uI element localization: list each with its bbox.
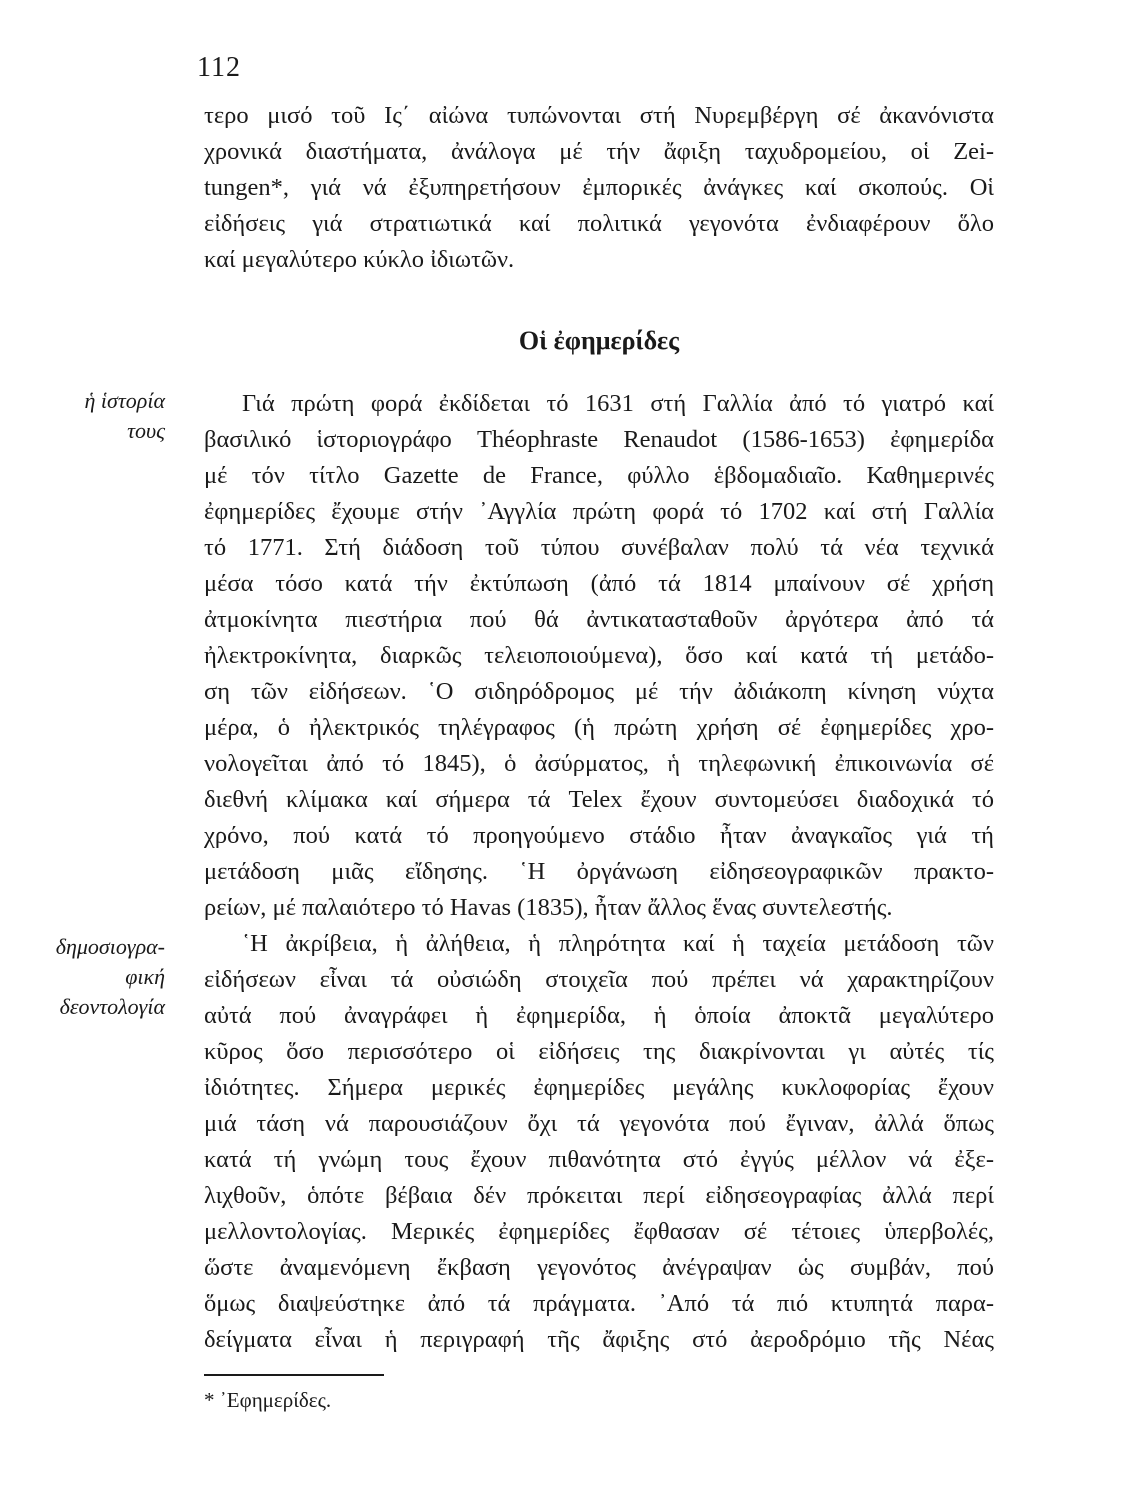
text-line: μετάδοση μιᾶς εἴδησης. ῾Η ὀργάνωση εἰδησεογραφικῶν πρακτο- [204, 858, 994, 885]
text-line: ση τῶν εἰδήσεων. ῾Ο σιδηρόδρομος μέ τήν ἀδιάκοπη κίνηση νύχτα [204, 678, 994, 705]
text-line: μέσα τόσο κατά τήν ἐκτύπωση (ἀπό τά 1814 μπαίνουν σέ χρήση [204, 570, 994, 597]
margin-note-ethics [56, 932, 165, 1022]
section-heading: Οἱ ἐφημερίδες [518, 326, 680, 355]
text-line: μέ τόν τίτλο Gazette de France, φύλλο ἑβδομαδιαῖο. Καθημερινές [204, 462, 994, 489]
margin-note-line: ἡ ἱστορία [84, 388, 165, 413]
text-line: αὐτά πού ἀναγράφει ἡ ἐφημερίδα, ἡ ὁποία ἀποκτᾶ μεγαλύτερο [204, 1002, 994, 1029]
text-line: ἰδιότητες. Σήμερα μερικές ἐφημερίδες μεγάλης κυκλοφορίας ἔχουν [204, 1074, 994, 1101]
footnote-divider [204, 1374, 384, 1376]
text-line: μέρα, ὁ ἠλεκτρικός τηλέγραφος (ἡ πρώτη χρήση σέ ἐφημερίδες χρο- [204, 714, 994, 741]
text-line: τερο μισό τοῦ Ις΄ αἰώνα τυπώνονται στή Νυρεμβέργη σέ ἀκανόνιστα [204, 102, 994, 129]
text-line: χρόνο, πού κατά τό προηγούμενο στάδιο ἦταν ἀναγκαῖος γιά τή [204, 822, 994, 849]
text-line: ἐφημερίδες ἔχουμε στήν ᾿Αγγλία πρώτη φορά τό 1702 καί στή Γαλλία [204, 498, 994, 525]
text-line: εἰδήσεις γιά στρατιωτικά καί πολιτικά γεγονότα ἐνδιαφέρουν ὅλο [204, 210, 994, 237]
text-line: μελλοντολογίας. Μερικές ἐφημερίδες ἔφθασαν σέ τέτοιες ὑπερβολές, [204, 1218, 994, 1245]
margin-note-history [85, 386, 165, 446]
text-line: ἠλεκτροκίνητα, διαρκῶς τελειοποιούμενα), ὅσο καί κατά τή μετάδο- [204, 642, 994, 669]
text-line: ῾Η ἀκρίβεια, ἡ ἀλήθεια, ἡ πληρότητα καί ἡ ταχεία μετάδοση τῶν [242, 930, 994, 957]
footnote: * ᾿Εφημερίδες. [204, 1388, 332, 1412]
text-line: κατά τή γνώμη τους ἔχουν πιθανότητα στό ἐγγύς μέλλον νά ἐξε- [204, 1146, 994, 1173]
text-line: βασιλικό ἱστοριογράφο Théophraste Renaudot (1586-1653) ἐφημερίδα [204, 426, 994, 453]
text-line: χρονικά διαστήματα, ἀνάλογα μέ τήν ἄφιξη ταχυδρομείου, οἱ Zei- [204, 138, 994, 165]
paragraph-2 [204, 386, 994, 926]
text-line: ρείων, μέ παλαιότερο τό Havas (1835), ἦταν ἄλλος ἕνας συντελεστής. [204, 894, 893, 921]
page-number: 112 [197, 52, 241, 83]
text-line: καί μεγαλύτερο κύκλο ἰδιωτῶν. [204, 246, 515, 273]
paragraph-3 [204, 926, 994, 1358]
text-line: Γιά πρώτη φορά ἐκδίδεται τό 1631 στή Γαλλία ἀπό τό γιατρό καί [242, 390, 994, 417]
text-line: ἀτμοκίνητα πιεστήρια πού θά ἀντικατασταθοῦν ἀργότερα ἀπό τά [204, 606, 994, 633]
text-line: ὥστε ἀναμενόμενη ἔκβαση γεγονότος ἀνέγραψαν ὡς συμβάν, πού [204, 1254, 994, 1281]
margin-note-line: δεοντολογία [59, 994, 165, 1019]
text-line: διεθνή κλίμακα καί σήμερα τά Telex ἔχουν συντομεύσει διαδοχικά τό [204, 786, 994, 813]
margin-note-line: δημοσιογρα- [55, 934, 165, 959]
text-line: tungen*, γιά νά ἐξυπηρετήσουν ἐμπορικές ἀνάγκες καί σκοπούς. Οἱ [204, 174, 994, 201]
text-line: ὅμως διαψεύστηκε ἀπό τά πράγματα. ᾿Από τά πιό κτυπητά παρα- [204, 1290, 994, 1317]
text-line: κῦρος ὅσο περισσότερο οἱ εἰδήσεις της διακρίνονται γι αὐτές τίς [204, 1038, 994, 1065]
margin-note-line: τους [127, 418, 165, 443]
margin-note-line: φική [125, 964, 165, 989]
paragraph-1 [204, 98, 994, 278]
text-line: εἰδήσεων εἶναι τά οὐσιώδη στοιχεῖα πού πρέπει νά χαρακτηρίζουν [204, 966, 994, 993]
text-line: τό 1771. Στή διάδοση τοῦ τύπου συνέβαλαν πολύ τά νέα τεχνικά [204, 534, 994, 561]
text-line: μιά τάση νά παρουσιάζουν ὄχι τά γεγονότα πού ἔγιναν, ἀλλά ὅπως [204, 1110, 994, 1137]
text-line: δείγματα εἶναι ἡ περιγραφή τῆς ἄφιξης στό ἀεροδρόμιο τῆς Νέας [204, 1326, 994, 1353]
text-line: λιχθοῦν, ὁπότε βέβαια δέν πρόκειται περί εἰδησεογραφίας ἀλλά περί [204, 1182, 994, 1209]
text-line: νολογεῖται ἀπό τό 1845), ὁ ἀσύρματος, ἡ τηλεφωνική ἐπικοινωνία σέ [204, 750, 994, 777]
